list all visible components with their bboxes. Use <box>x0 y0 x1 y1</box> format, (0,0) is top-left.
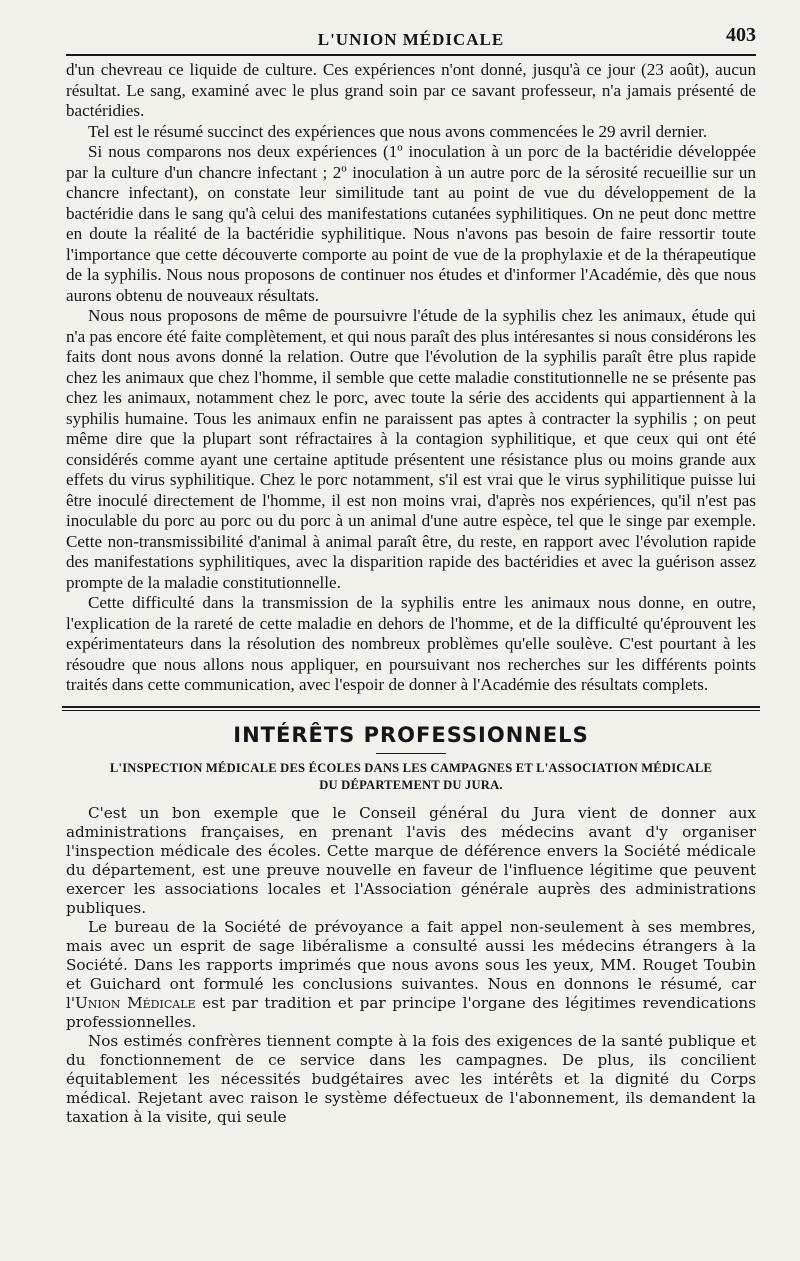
paragraph: Nos estimés confrères tiennent compte à la fois des exigences de la santé publique et du fonctionnement de ce service dans les campagnes. De plus, ils concilient équitablement les nécessités budgétaires avec les intérêts et la dignité du Corps médical. Rejetant avec raison le système défectueux de l'abonnement, ils demandent la taxation à la visite, qui seule <box>66 1031 756 1126</box>
title-underline <box>376 753 446 754</box>
text-span: Le bureau de la Société de prévoyance a fait appel non-seulement à ses membres, mais avec un esprit de sage libéralisme a consulté aussi les médecins étrangers à la Société. Dans les rapports imprimés que nous avons sous les yeux, MM. Rouget Toubin et Guichard ont formulé les conclusions suivantes. Nous en donnons le résumé, car l' <box>66 917 756 1012</box>
running-title: L'UNION MÉDICALE <box>317 30 505 49</box>
paragraph: Cette difficulté dans la transmission de la syphilis entre les animaux nous donne, en outre, l'explication de la rareté de cette maladie en dehors de l'homme, et de la difficulté qu'éprouvent les expérimentateurs dans la résolution des nombreux problèmes qu'elle soulève. C'est pourtant à les résoudre que nous allons nous appliquer, en poursuivant nos recherches sur les différents points traités dans cette communication, avec l'espoir de donner à l'Académie des résultats complets. <box>66 593 756 694</box>
paragraph: d'un chevreau ce liquide de culture. Ces expériences n'ont donné, jusqu'à ce jour (23 août), aucun résultat. Le sang, examiné avec le plus grand soin par ce savant professeur, n'a jamais présenté de bactéridies. <box>66 60 756 120</box>
paragraph: C'est un bon exemple que le Conseil général du Jura vient de donner aux administrations françaises, en prenant l'avis des médecins avant d'y organiser l'inspection médicale des écoles. Cette marque de déférence envers la Société médicale du département, est une preuve nouvelle en faveur de l'influence légitime que peuvent exercer les associations locales et l'Association générale auprès des administrations publiques. <box>66 803 756 917</box>
paragraph: Nous nous proposons de même de poursuivre l'étude de la syphilis chez les animaux, étude qui n'a pas encore été faite complètement, et qui nous paraît des plus intéresantes si nous considérons les faits dont nous avons donné la relation. Outre que l'évolution de la syphilis paraît être plus rapide chez les animaux que chez l'homme, il semble que cette maladie constitutionnelle ne se présente pas chez les animaux, notamment chez le porc, avec toute la série des accidents qui appartiennent à la syphilis humaine. Tous les animaux enfin ne paraissent pas aptes à contracter la syphilis ; on peut même dire que la plupart sont réfractaires à la contagion syphilitique, et que ceux qui ont été considérés comme ayant une certaine aptitude présentent une résistance plus ou moins grande aux effets du virus syphilitique. Chez le porc notamment, s'il est vrai que le virus syphilitique puisse lui être inoculé directement de l'homme, il est non moins vrai, d'après nos expériences, qu'il n'est pas inoculable du porc au porc ou du porc à un animal d'une autre espèce, tel que le singe par exemple. Cette non-transmissibilité d'animal à animal paraît être, du reste, en rapport avec l'évolution rapide des manifestations syphilitiques, avec la disparition rapide des bactéridies et avec la guérison assez prompte de la maladie constitutionnelle. <box>66 306 756 592</box>
paragraph: Tel est le résumé succinct des expériences que nous avons commencées le 29 avril dernier. <box>88 121 708 141</box>
section-divider <box>62 706 760 711</box>
main-text <box>66 60 756 696</box>
paragraph <box>66 918 756 1032</box>
article-text <box>66 804 756 1127</box>
section-title: INTÉRÊTS PROFESSIONNELS <box>233 722 589 747</box>
article-title-line: L'INSPECTION MÉDICALE DES ÉCOLES DANS LES CAMPAGNES ET L'ASSOCIATION MÉDICALE <box>109 760 713 775</box>
article-title <box>66 760 756 794</box>
text-span: est par tradition et par principe l'organe des légitimes revendications professionnelles. <box>66 993 757 1031</box>
page-number: 403 <box>726 24 756 46</box>
journal-name: Union Médicale <box>75 993 196 1012</box>
page-header <box>66 20 756 56</box>
paragraph: Si nous comparons nos deux expériences (1º inoculation à un porc de la bactéridie développée par la culture d'un chancre infectant ; 2º inoculation à un autre porc de la sérosité recueillie sur un chancre infectant), on constate leur similitude tant au point de vue du développement de la bactéridie dans le sang qu'à celui des manifestations cutanées syphilitiques. On ne peut donc mettre en doute la réalité de la bactéridie syphilitique. Nous n'avons pas besoin de faire ressortir toute l'importance que cette découverte comporte au point de vue de la prophylaxie et de la thérapeutique de la syphilis. Nous nous proposons de continuer nos études et d'informer l'Académie, dès que nous aurons obtenu de nouveaux résultats. <box>66 142 756 305</box>
article-title-line: DU DÉPARTEMENT DU JURA. <box>319 777 503 792</box>
